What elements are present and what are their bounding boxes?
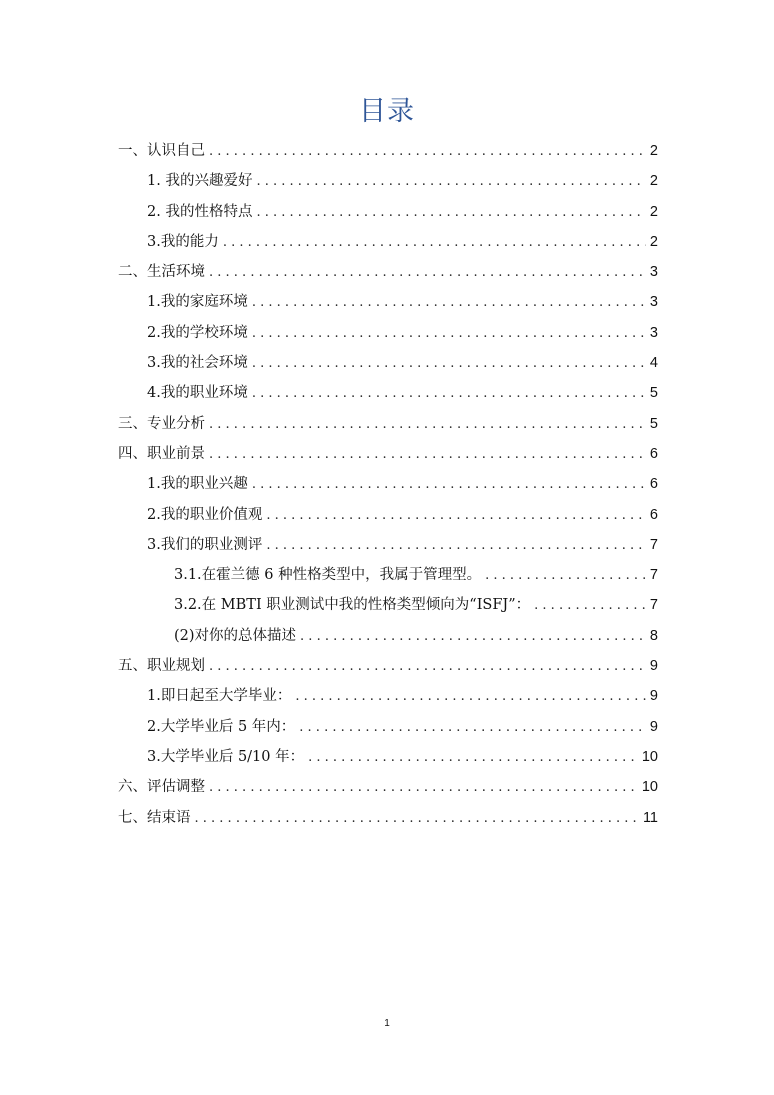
toc-entry[interactable] [118, 530, 658, 560]
toc-entry[interactable] [118, 287, 658, 317]
toc-dot-leader [209, 258, 646, 288]
toc-entry-text: 4.我的职业环境 [147, 385, 248, 402]
toc-entry[interactable] [118, 803, 658, 833]
toc-entry-page: 9 [649, 658, 658, 675]
toc-entry-page: 2 [649, 173, 658, 190]
toc-entry-text: (2)对你的总体描述 [174, 627, 297, 644]
toc-dot-leader [252, 349, 646, 379]
toc-entry[interactable] [118, 772, 658, 802]
toc-entry-page: 6 [649, 445, 658, 462]
toc-dot-leader [209, 440, 646, 470]
toc-entry-text: 2.我的学校环境 [147, 324, 248, 341]
toc-entry-page: 3 [649, 294, 658, 311]
toc-entry-text: 1.我的家庭环境 [147, 294, 248, 311]
toc-entry-page: 4 [649, 355, 658, 372]
toc-entry-text: 一、认识自己 [118, 143, 205, 159]
toc-entry[interactable] [118, 166, 658, 196]
toc-entry-text: 二、生活环境 [118, 264, 205, 281]
toc-entry-text: 3.我的能力 [147, 233, 219, 250]
toc-entry-text: 3.我们的职业测评 [147, 536, 263, 553]
toc-dot-leader [252, 470, 646, 500]
toc-entry[interactable] [118, 257, 658, 287]
toc-entry[interactable] [118, 439, 658, 469]
toc-entry-text: 五、职业规划 [118, 658, 205, 675]
toc-entry-page: 6 [649, 476, 658, 493]
toc-dot-leader [295, 682, 646, 712]
page-title: 目录 [359, 96, 415, 127]
toc-dot-leader [209, 773, 638, 803]
toc-entry[interactable] [118, 318, 658, 348]
toc-entry-page: 7 [649, 536, 658, 553]
toc-entry-text: 七、结束语 [118, 809, 191, 826]
toc-entry-page: 2 [649, 233, 658, 250]
toc-dot-leader [256, 198, 645, 228]
toc-entry-page: 5 [649, 385, 658, 402]
toc-dot-leader [252, 319, 646, 349]
toc-entry-page: 3 [649, 324, 658, 341]
toc-entry-page: 8 [649, 627, 658, 644]
toc-dot-leader [209, 652, 646, 682]
toc-entry-page: 7 [649, 597, 658, 614]
toc-entry-text: 3.我的社会环境 [147, 355, 248, 372]
toc-dot-leader [485, 561, 646, 591]
toc-entry-text: 1. 我的兴趣爱好 [147, 173, 253, 190]
toc-dot-leader [252, 288, 646, 318]
toc-dot-leader [209, 410, 646, 440]
toc-dot-leader [256, 167, 645, 197]
toc-entry[interactable] [118, 651, 658, 681]
toc-dot-leader [195, 804, 639, 834]
toc-entry-page: 6 [649, 506, 658, 523]
toc-entry[interactable] [118, 227, 658, 257]
toc-entry[interactable] [118, 712, 658, 742]
toc-dot-leader [299, 713, 646, 743]
toc-entry-text: 1.我的职业兴趣 [147, 476, 248, 493]
toc-entry[interactable] [118, 469, 658, 499]
toc-entry[interactable] [118, 742, 658, 772]
toc-entry-page: 10 [641, 779, 658, 796]
toc-entry[interactable] [118, 378, 658, 408]
toc-entry-page: 11 [642, 809, 658, 826]
toc-entry-page: 5 [649, 415, 658, 432]
toc-entry[interactable] [118, 136, 658, 166]
toc-entry-page: 2 [649, 203, 658, 220]
toc-entry-page: 3 [649, 264, 658, 281]
toc-entry-text: 2. 我的性格特点 [147, 203, 253, 220]
toc-entry-text: 3.2.在 MBTI 职业测试中我的性格类型倾向为“ISFJ”： [174, 597, 531, 614]
toc-entry[interactable] [118, 500, 658, 530]
toc-dot-leader [300, 622, 646, 652]
toc-entry[interactable] [118, 197, 658, 227]
toc-dot-leader [266, 531, 646, 561]
toc-entry[interactable] [118, 621, 658, 651]
table-of-contents [118, 136, 658, 833]
toc-entry-text: 六、评估调整 [118, 779, 205, 796]
toc-entry-text: 三、专业分析 [118, 415, 205, 432]
toc-dot-leader [209, 137, 646, 167]
toc-entry[interactable] [118, 560, 658, 590]
toc-dot-leader [223, 228, 646, 258]
toc-entry[interactable] [118, 590, 658, 620]
toc-dot-leader [534, 591, 646, 621]
toc-entry-text: 1.即日起至大学毕业： [147, 688, 292, 705]
toc-entry-text: 四、职业前景 [118, 445, 205, 462]
toc-entry[interactable] [118, 409, 658, 439]
toc-entry[interactable] [118, 681, 658, 711]
toc-dot-leader [308, 743, 638, 773]
toc-entry-text: 3.1.在霍兰德 6 种性格类型中，我属于管理型。 [174, 567, 482, 584]
toc-entry-page: 9 [649, 688, 658, 705]
toc-dot-leader [266, 501, 646, 531]
toc-entry-text: 3.大学毕业后 5/10 年： [147, 748, 305, 765]
toc-entry-text: 2.大学毕业后 5 年内： [147, 718, 296, 735]
page-number: 1 [384, 1018, 390, 1029]
toc-entry-page: 2 [649, 143, 658, 159]
toc-entry-page: 7 [649, 567, 658, 584]
toc-entry-text: 2.我的职业价值观 [147, 506, 263, 523]
toc-entry-page: 10 [641, 748, 658, 765]
toc-entry[interactable] [118, 348, 658, 378]
toc-dot-leader [252, 379, 646, 409]
toc-entry-page: 9 [649, 718, 658, 735]
